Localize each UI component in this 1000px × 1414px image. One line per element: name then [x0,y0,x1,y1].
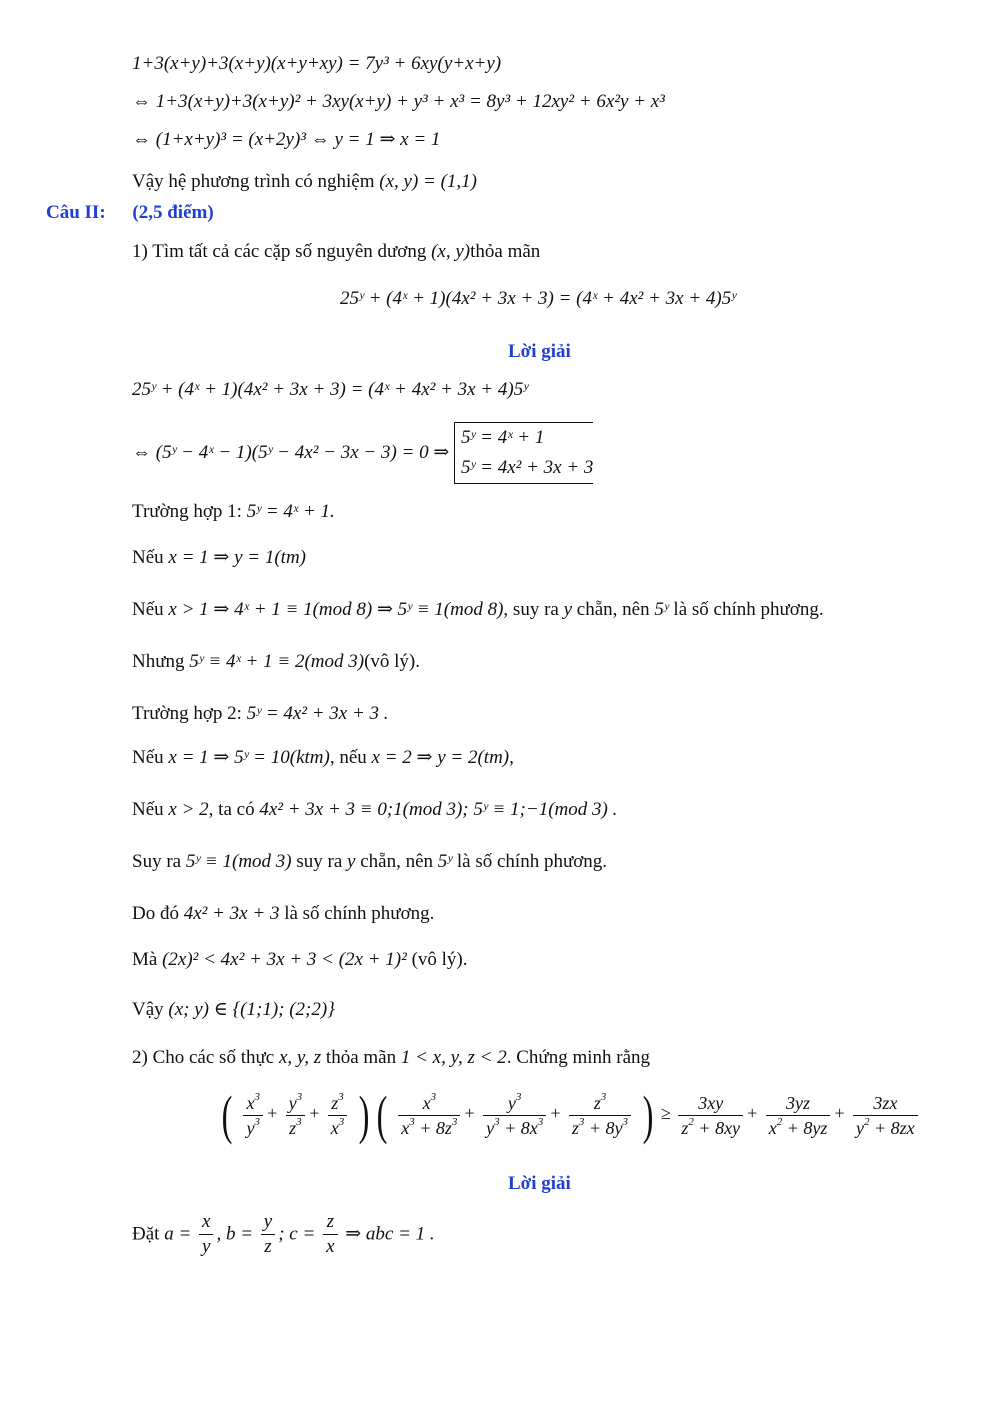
case2-line-e [132,948,468,972]
case2-line-b [132,798,617,822]
case1-b-tail3: là số chính phương. [673,599,824,620]
part1-prompt-text: 1) Tìm tất cả các cặp số nguyên dương [132,241,427,262]
case2-c-tail2: chẵn, nên [360,851,434,872]
case2-a-math1: x = 1 ⇒ 5ʸ = 10(ktm) [168,747,330,768]
case2-c-tail3: là số chính phương. [456,851,608,872]
final-math: (x; y) ∈ {(1;1); (2;2)} [168,999,335,1020]
case2-c-tail1: suy ra [296,851,343,872]
question-points: (2,5 điểm) [132,202,214,223]
question-label [46,201,214,225]
case2-a-math2: x = 2 ⇒ y = 2(tm), [371,747,514,768]
part2-prompt-text: 2) Cho các số thực [132,1047,275,1068]
case1-a-text: Nếu [132,547,164,568]
solution-eq-1: 25ʸ + (4ˣ + 1)(4x² + 3x + 3) = (4ˣ + 4x² + 3x + 4)5ʸ [132,379,529,400]
case1-b-tail2: chẵn, nên [576,599,650,620]
part1-equation: 25ʸ + (4ˣ + 1)(4x² + 3x + 3) = (4ˣ + 4x² + 3x + 4)5ʸ [340,288,737,309]
setup-tail: ⇒ abc = 1 . [345,1223,435,1245]
solution-title-2: Lời giải [508,1173,571,1194]
case1-label: Trường hợp 1: [132,501,242,522]
case2-c-text: Suy ra [132,851,182,872]
case2-b-math2: 4x² + 3x + 3 ≡ 0;1(mod 3); 5ʸ ≡ 1;−1(mod 3) . [259,799,618,820]
case1-b-tail1: , suy ra [503,599,559,620]
case-system [454,422,593,484]
case1-c-text: Nhưng [132,651,185,672]
case1-math: 5ʸ = 4ˣ + 1. [246,501,335,522]
case2-math: 5ʸ = 4x² + 3x + 3 . [246,703,389,724]
case1-line-b [132,598,824,622]
part2-prompt [132,1046,650,1070]
part2-prompt-vars: x, y, z [278,1047,322,1068]
case2-c-math: 5ʸ ≡ 1(mod 3) [185,851,292,872]
case2-d-text: Do đó [132,903,179,924]
case1-c-tail: (vô lý). [364,651,421,672]
solution-title-1: Lời giải [508,341,571,362]
case1-c-math: 5ʸ ≡ 4ˣ + 1 ≡ 2(mod 3) [189,651,365,672]
case2-a-mid: , nếu [329,747,367,768]
case1-heading [132,500,335,524]
case2-e-tail: (vô lý). [411,949,468,970]
part1-prompt-tail: thỏa mãn [470,241,541,262]
case1-line-a [132,546,306,570]
case2-heading [132,702,389,726]
part2-prompt-mid: thỏa mãn [325,1047,397,1068]
solution-eq-2 [132,422,593,484]
system-conclusion [132,170,477,194]
case2-line-d [132,902,434,926]
case1-line-c [132,650,420,674]
final-text: Vậy [132,999,164,1020]
case2-b-mid: , ta có [208,799,255,820]
conclusion-text: Vậy hệ phương trình có nghiệm [132,171,375,192]
part1-prompt-math: (x, y) [431,241,471,262]
fraction-a: $\frac{x}{y}$ [199,1210,213,1259]
case1-b-5y: 5ʸ [654,599,669,620]
case1-b-text: Nếu [132,599,164,620]
case1-b-var: y [563,599,573,620]
case2-d-math: 4x² + 3x + 3 [183,903,280,924]
case2-e-math: (2x)² < 4x² + 3x + 3 < (2x + 1)² [162,949,407,970]
equation-line-1: 1+3(x+y)+3(x+y)(x+y+xy) = 7y³ + 6xy(y+x+y) [132,53,502,74]
equation-line-2: ⇔ 1+3(x+y)+3(x+y)² + 3xy(x+y) + y³ + x³ = 8y³ + 12xy² + 6x²y + x³ [132,91,665,112]
case1-b-math: x > 1 ⇒ 4ˣ + 1 ≡ 1(mod 8) ⇒ 5ʸ ≡ 1(mod 8) [168,599,504,620]
case2-c-5y: 5ʸ [437,851,453,872]
case2-line-c [132,850,607,874]
case2-d-tail: là số chính phương. [284,903,435,924]
conclusion-math: (x, y) = (1,1) [379,171,477,192]
case2-c-var: y [347,851,356,872]
part1-prompt [132,240,540,264]
case2-e-text: Mà [132,949,158,970]
case2-a-text: Nếu [132,747,164,768]
factored-equation: ⇔ (5ʸ − 4ˣ − 1)(5ʸ − 4x² − 3x − 3) = 0 ⇒ [132,442,450,463]
setup-text: Đặt [132,1223,160,1245]
case2-b-math1: x > 2 [168,799,209,820]
system-line-2: 5ʸ = 4x² + 3x + 3 [461,457,594,478]
case1-a-math: x = 1 ⇒ y = 1(tm) [168,547,306,568]
case2-b-text: Nếu [132,799,164,820]
equation-line-3: ⇔ (1+x+y)³ = (x+2y)³ ⇔ y = 1 ⇒ x = 1 [132,129,441,150]
question-number: Câu II: [46,202,106,223]
final-answer [132,998,335,1022]
case2-label: Trường hợp 2: [132,703,242,724]
part2-prompt-tail: . Chứng minh rằng [506,1047,651,1068]
inequality-formula: ( $\frac{x^3}{y^3}$ + $\frac{y^3}{z^3}$ + $\frac{z^3}{x^3}$ ) ( $\frac{x^3}{x^3 + 8z^3}$ + $\frac{y^3}{y^3 + 8x^3}$ + $\frac{z^3}{z^3 + 8y^3}$ ) ≥ $\frac{3xy}{z^2 + 8xy}$ + $\frac{3yz}{x^2 + 8yz}$ + $\frac{3zx}{y^2 + 8zx}$ [218,1088,921,1142]
case2-line-a [132,746,514,770]
part2-prompt-cond: 1 < x, y, z < 2 [400,1047,507,1068]
fraction-b: $\frac{y}{z}$ [261,1210,275,1259]
substitution-line: Đặt a = $\frac{x}{y}$ , b = $\frac{y}{z}$ ; c = $\frac{z}{x}$ ⇒ abc = 1 . [132,1211,435,1257]
fraction-c: $\frac{z}{x}$ [323,1210,337,1259]
system-line-1: 5ʸ = 4ˣ + 1 [461,427,545,448]
